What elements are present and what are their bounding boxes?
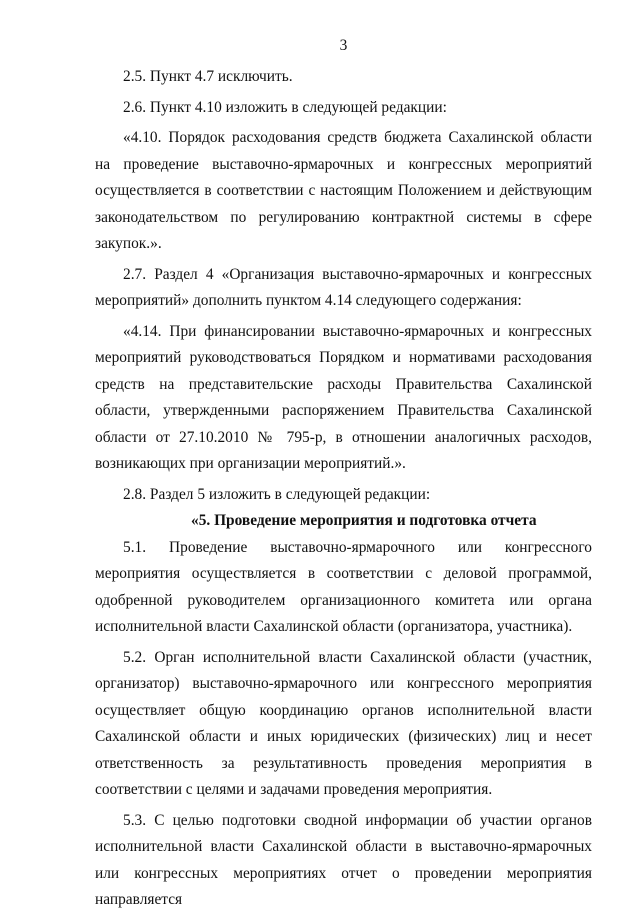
paragraph-5-2: 5.2. Орган исполнительной власти Сахалинской области (участник, организатор) выставочно-ярмарочного или конгрессного мероприятия осуществляет общую координацию органов исполнительной власти Сахалинской области и иных юридических (физических) лиц и несет ответственность за результативность проведения мероприятия в соответствии с целями и задачами проведения мероприятия. — [95, 648, 592, 798]
paragraph-5-1: 5.1. Проведение выставочно-ярмарочного или конгрессного мероприятия осуществляется в соответствии с деловой программой, одобренной руководителем организационного комитета или органа исполнительной власти Сахалинской области (организатора, участника). — [95, 538, 592, 635]
paragraph-2-7: 2.7. Раздел 4 «Организация выставочно-ярмарочных и конгрессных мероприятий» дополнить пунктом 4.14 следующего содержания: — [95, 265, 592, 309]
paragraph-2-6: 2.6. Пункт 4.10 изложить в следующей редакции: — [123, 98, 447, 116]
paragraph-2-8: 2.8. Раздел 5 изложить в следующей редакции: — [123, 485, 431, 503]
page-number: 3 — [339, 37, 348, 54]
paragraph-5-3: 5.3. С целью подготовки сводной информации об участии органов исполнительной власти Сахалинской области в выставочно-ярмарочных или конгрессных мероприятиях отчет о проведении мероприятия направляется — [95, 811, 592, 908]
paragraph-4-14-quote: «4.14. При финансировании выставочно-ярмарочных и конгрессных мероприятий руководствоваться Порядком и нормативами расходования средств на представительские расходы Правительства Сахалинской области, утвержденными распоряжением Правительства Сахалинской области от 27.10.2010 № 795-р, в отношении аналогичных расходов, возникающих при организации мероприятий.». — [95, 322, 592, 472]
paragraph-4-10-quote: «4.10. Порядок расходования средств бюджета Сахалинской области на проведение выставочно-ярмарочных и конгрессных мероприятий осуществляется в соответствии с настоящим Положением и действующим законодательством по регулированию контрактной системы в сфере закупок.». — [95, 129, 592, 252]
paragraph-2-5: 2.5. Пункт 4.7 исключить. — [123, 68, 293, 85]
section-5-heading: «5. Проведение мероприятия и подготовка отчета — [191, 512, 537, 529]
